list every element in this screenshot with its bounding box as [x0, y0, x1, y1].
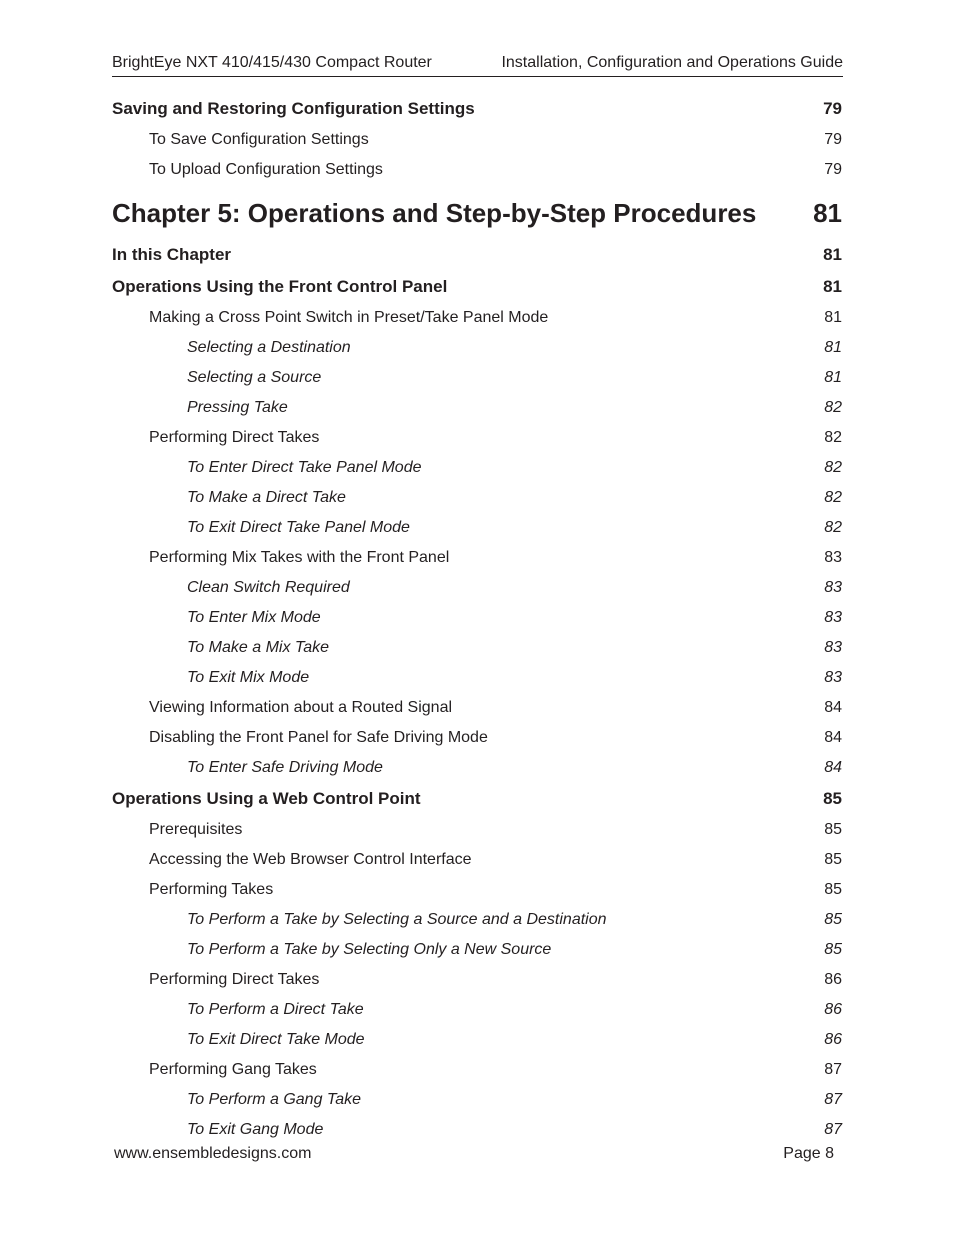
toc-entry-sub[interactable] [112, 303, 842, 333]
toc-entry-title: To Perform a Take by Selecting a Source and a Destination [187, 911, 607, 928]
toc-entry-subsub[interactable] [112, 453, 842, 483]
toc-entry-title: Performing Takes [149, 881, 274, 898]
toc-entry-title: In this Chapter [112, 245, 232, 264]
toc-entry-page: 79 [823, 99, 842, 118]
toc-entry-subsub[interactable] [112, 935, 842, 965]
toc-entry-page: 83 [824, 609, 842, 626]
table-of-contents [112, 93, 842, 1145]
toc-entry-title: To Upload Configuration Settings [149, 161, 383, 178]
toc-entry-page: 82 [824, 399, 842, 416]
toc-entry-page: 85 [824, 881, 842, 898]
toc-entry-subsub[interactable] [112, 1025, 842, 1055]
toc-entry-title: To Exit Direct Take Mode [187, 1031, 365, 1048]
toc-entry-page: 83 [824, 549, 842, 566]
toc-entry-title: To Perform a Direct Take [187, 1001, 364, 1018]
toc-entry-page: 87 [824, 1061, 842, 1078]
header-product-title: BrightEye NXT 410/415/430 Compact Router [112, 54, 432, 71]
toc-entry-page: 85 [824, 821, 842, 838]
toc-entry-page: 83 [824, 639, 842, 656]
toc-entry-page: 81 [824, 339, 842, 356]
toc-entry-title: Accessing the Web Browser Control Interface [149, 851, 472, 868]
toc-entry-sub[interactable] [112, 423, 842, 453]
toc-entry-section[interactable] [112, 239, 842, 271]
toc-entry-subsub[interactable] [112, 333, 842, 363]
toc-entry-page: 86 [824, 971, 842, 988]
toc-entry-title: Viewing Information about a Routed Signal [149, 699, 453, 716]
toc-entry-chapter[interactable] [112, 187, 842, 239]
footer-page-number: Page 8 [783, 1145, 834, 1162]
toc-entry-title: To Exit Mix Mode [187, 669, 310, 686]
toc-entry-sub[interactable] [112, 1055, 842, 1085]
toc-entry-title: To Exit Direct Take Panel Mode [187, 519, 410, 536]
toc-entry-title: Pressing Take [187, 399, 288, 416]
toc-entry-title: Clean Switch Required [187, 579, 350, 596]
toc-entry-subsub[interactable] [112, 633, 842, 663]
toc-entry-page: 85 [824, 941, 842, 958]
toc-entry-title: To Perform a Gang Take [187, 1091, 362, 1108]
toc-entry-sub[interactable] [112, 723, 842, 753]
toc-entry-page: 79 [824, 161, 842, 178]
toc-entry-subsub[interactable] [112, 905, 842, 935]
toc-entry-page: 82 [824, 519, 842, 536]
toc-entry-title: To Enter Direct Take Panel Mode [187, 459, 422, 476]
toc-entry-title: To Exit Gang Mode [187, 1121, 324, 1138]
toc-entry-subsub[interactable] [112, 603, 842, 633]
toc-entry-section[interactable] [112, 271, 842, 303]
toc-entry-subsub[interactable] [112, 1085, 842, 1115]
toc-entry-section[interactable] [112, 93, 842, 125]
toc-entry-subsub[interactable] [112, 1115, 842, 1145]
toc-entry-subsub[interactable] [112, 995, 842, 1025]
toc-entry-section[interactable] [112, 783, 842, 815]
toc-entry-page: 81 [823, 277, 842, 296]
toc-entry-title: To Enter Safe Driving Mode [187, 759, 383, 776]
toc-entry-subsub[interactable] [112, 393, 842, 423]
toc-entry-title: Performing Direct Takes [149, 971, 320, 988]
toc-entry-page: 81 [824, 309, 842, 326]
toc-entry-title: Performing Mix Takes with the Front Panel [149, 549, 450, 566]
toc-entry-page: 85 [823, 789, 842, 808]
toc-entry-title: Operations Using a Web Control Point [112, 789, 421, 808]
toc-entry-sub[interactable] [112, 693, 842, 723]
toc-entry-page: 83 [824, 669, 842, 686]
toc-entry-subsub[interactable] [112, 573, 842, 603]
toc-entry-title: Performing Gang Takes [149, 1061, 317, 1078]
footer-website-link[interactable]: www.ensembledesigns.com [114, 1145, 312, 1162]
toc-entry-title: Making a Cross Point Switch in Preset/Take Panel Mode [149, 309, 549, 326]
toc-entry-page: 82 [824, 489, 842, 506]
toc-entry-sub[interactable] [112, 815, 842, 845]
toc-entry-page: 84 [824, 759, 842, 776]
toc-entry-page: 85 [824, 851, 842, 868]
header-guide-title: Installation, Configuration and Operations Guide [501, 54, 843, 71]
toc-entry-page: 84 [824, 729, 842, 746]
toc-entry-page: 85 [824, 911, 842, 928]
toc-entry-subsub[interactable] [112, 663, 842, 693]
toc-entry-page: 81 [824, 369, 842, 386]
toc-entry-title: To Make a Direct Take [187, 489, 346, 506]
toc-entry-sub[interactable] [112, 875, 842, 905]
toc-entry-page: 84 [824, 699, 842, 716]
toc-entry-subsub[interactable] [112, 363, 842, 393]
toc-entry-subsub[interactable] [112, 513, 842, 543]
toc-entry-title: Chapter 5: Operations and Step-by-Step Procedures [112, 197, 757, 228]
toc-entry-subsub[interactable] [112, 483, 842, 513]
toc-entry-title: To Save Configuration Settings [149, 131, 369, 148]
toc-entry-title: Disabling the Front Panel for Safe Driving Mode [149, 729, 488, 746]
toc-entry-title: To Make a Mix Take [187, 639, 329, 656]
toc-entry-title: Selecting a Source [187, 369, 322, 386]
toc-entry-page: 81 [813, 197, 842, 228]
toc-entry-page: 87 [824, 1091, 842, 1108]
toc-entry-page: 83 [824, 579, 842, 596]
toc-entry-sub[interactable] [112, 155, 842, 185]
toc-entry-title: Selecting a Destination [187, 339, 351, 356]
toc-entry-title: Performing Direct Takes [149, 429, 320, 446]
toc-entry-title: Prerequisites [149, 821, 243, 838]
toc-entry-title: Saving and Restoring Configuration Settings [112, 99, 475, 118]
toc-entry-title: Operations Using the Front Control Panel [112, 277, 448, 296]
toc-entry-page: 87 [824, 1121, 842, 1138]
toc-entry-page: 86 [824, 1001, 842, 1018]
page-header [112, 52, 843, 77]
toc-entry-sub[interactable] [112, 845, 842, 875]
toc-entry-sub[interactable] [112, 543, 842, 573]
toc-entry-sub[interactable] [112, 965, 842, 995]
toc-entry-page: 82 [824, 459, 842, 476]
toc-entry-page: 86 [824, 1031, 842, 1048]
toc-entry-sub[interactable] [112, 125, 842, 155]
toc-entry-page: 81 [823, 245, 842, 264]
toc-entry-page: 82 [824, 429, 842, 446]
toc-entry-title: To Enter Mix Mode [187, 609, 321, 626]
toc-entry-page: 79 [824, 131, 842, 148]
toc-entry-title: To Perform a Take by Selecting Only a New Source [187, 941, 552, 958]
toc-entry-subsub[interactable] [112, 753, 842, 783]
